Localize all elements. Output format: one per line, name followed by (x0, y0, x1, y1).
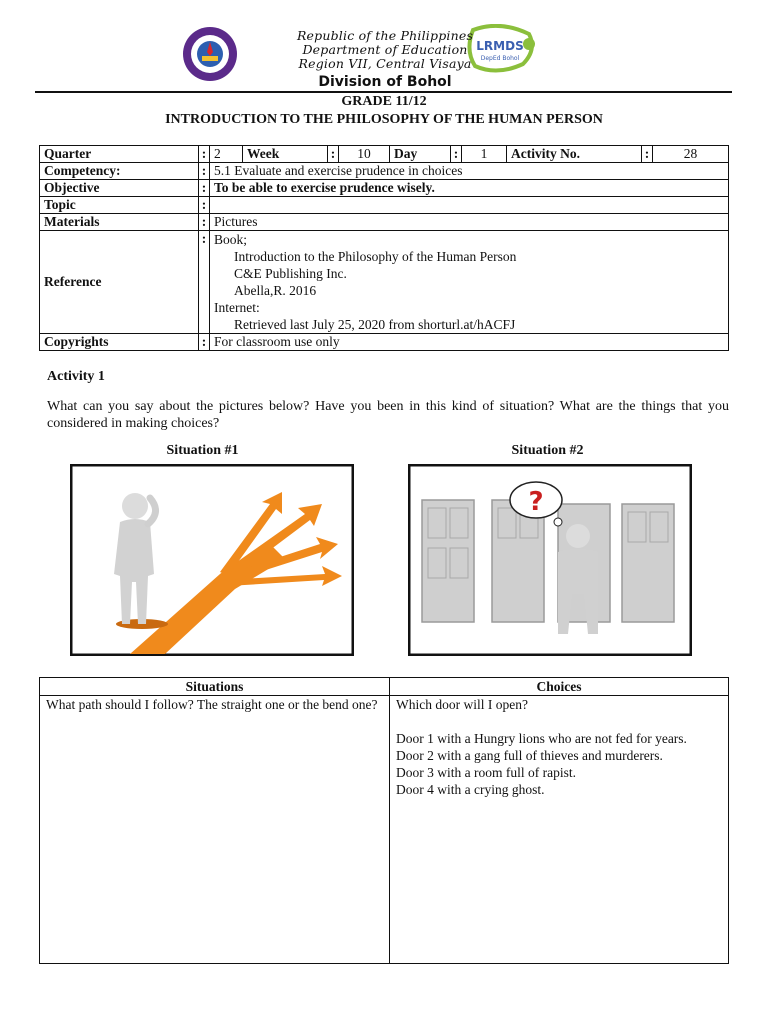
colon: : (199, 163, 210, 180)
competency-row (40, 163, 729, 180)
quarter-row (40, 146, 729, 163)
competency-value: 5.1 Evaluate and exercise prudence in choices (210, 163, 729, 180)
day-value: 1 (462, 146, 507, 163)
activity-question: What can you say about the pictures below? Have you been in this kind of situation? What are the things that you considered in making choices? (47, 399, 729, 431)
lrmds-logo-title: LRMDS (476, 39, 524, 53)
objective-row (40, 180, 729, 197)
choices-intro: Which door will I open? (396, 697, 528, 712)
colon: : (451, 146, 462, 163)
materials-value: Pictures (210, 214, 729, 231)
topic-row (40, 197, 729, 214)
quarter-value: 2 (210, 146, 243, 163)
topic-label: Topic (40, 197, 199, 214)
republic-line: Republic of the Philippines (296, 28, 474, 43)
reference-row (40, 231, 729, 334)
materials-label: Materials (40, 214, 199, 231)
reference-retrieved: Retrieved last July 25, 2020 from shorturl.at/hACFJ (234, 317, 516, 332)
quarter-label: Quarter (40, 146, 199, 163)
copyrights-row (40, 334, 729, 351)
activity-title: Activity 1 (47, 369, 105, 384)
competency-label: Competency: (40, 163, 199, 180)
reference-label: Reference (40, 231, 199, 334)
copyrights-value: For classroom use only (210, 334, 729, 351)
colon: : (199, 231, 210, 334)
region-line: Region VII, Central Visaya (298, 56, 472, 71)
course-title: INTRODUCTION TO THE PHILOSOPHY OF THE HUMAN PERSON (165, 112, 603, 127)
deped-seal-logo (182, 26, 238, 82)
colon: : (328, 146, 339, 163)
choice-item: Door 2 with a gang full of thieves and murderers. (396, 748, 663, 763)
choice-item: Door 1 with a Hungry lions who are not fed for years. (396, 731, 687, 746)
reference-internet: Internet: (214, 300, 260, 315)
objective-label: Objective (40, 180, 199, 197)
topic-value (210, 197, 729, 214)
reference-author: Abella,R. 2016 (234, 283, 317, 298)
choices-header: Choices (390, 678, 729, 696)
choice-item: Door 3 with a room full of rapist. (396, 765, 576, 780)
day-label: Day (390, 146, 451, 163)
question-mark-icon: ? (528, 487, 544, 517)
colon: : (199, 146, 210, 163)
colon: : (199, 214, 210, 231)
division-title: Division of Bohol (318, 74, 452, 90)
header-divider (35, 91, 732, 93)
situation-text: What path should I follow? The straight one or the bend one? (46, 697, 378, 712)
situation-cell (40, 696, 390, 964)
colon: : (199, 197, 210, 214)
situation1-image (70, 464, 354, 656)
copyrights-label: Copyrights (40, 334, 199, 351)
situation2-caption: Situation #2 (511, 443, 584, 458)
situations-body-row (40, 696, 729, 964)
reference-title: Introduction to the Philosophy of the Human Person (234, 249, 517, 264)
objective-value: To be able to exercise prudence wisely. (210, 180, 729, 197)
deped-line: Department of Education (302, 42, 468, 57)
colon: : (199, 180, 210, 197)
grade-title: GRADE 11/12 (341, 94, 427, 109)
situation2-image (408, 464, 692, 656)
choice-item: Door 4 with a crying ghost. (396, 782, 545, 797)
materials-row (40, 214, 729, 231)
week-label: Week (243, 146, 328, 163)
reference-publisher: C&E Publishing Inc. (234, 266, 347, 281)
week-value: 10 (339, 146, 390, 163)
activity-no-label: Activity No. (507, 146, 642, 163)
colon: : (199, 334, 210, 351)
reference-book: Book; (214, 232, 248, 247)
lrmds-logo-sub: DepEd Bohol (480, 55, 520, 62)
reference-value (210, 231, 729, 334)
activity-no-value: 28 (653, 146, 729, 163)
lesson-info-table (39, 145, 729, 351)
situation1-caption: Situation #1 (166, 443, 239, 458)
choices-cell (390, 696, 729, 964)
situations-header-row (40, 678, 729, 696)
colon: : (642, 146, 653, 163)
situations-header: Situations (40, 678, 390, 696)
situations-table (39, 677, 729, 964)
